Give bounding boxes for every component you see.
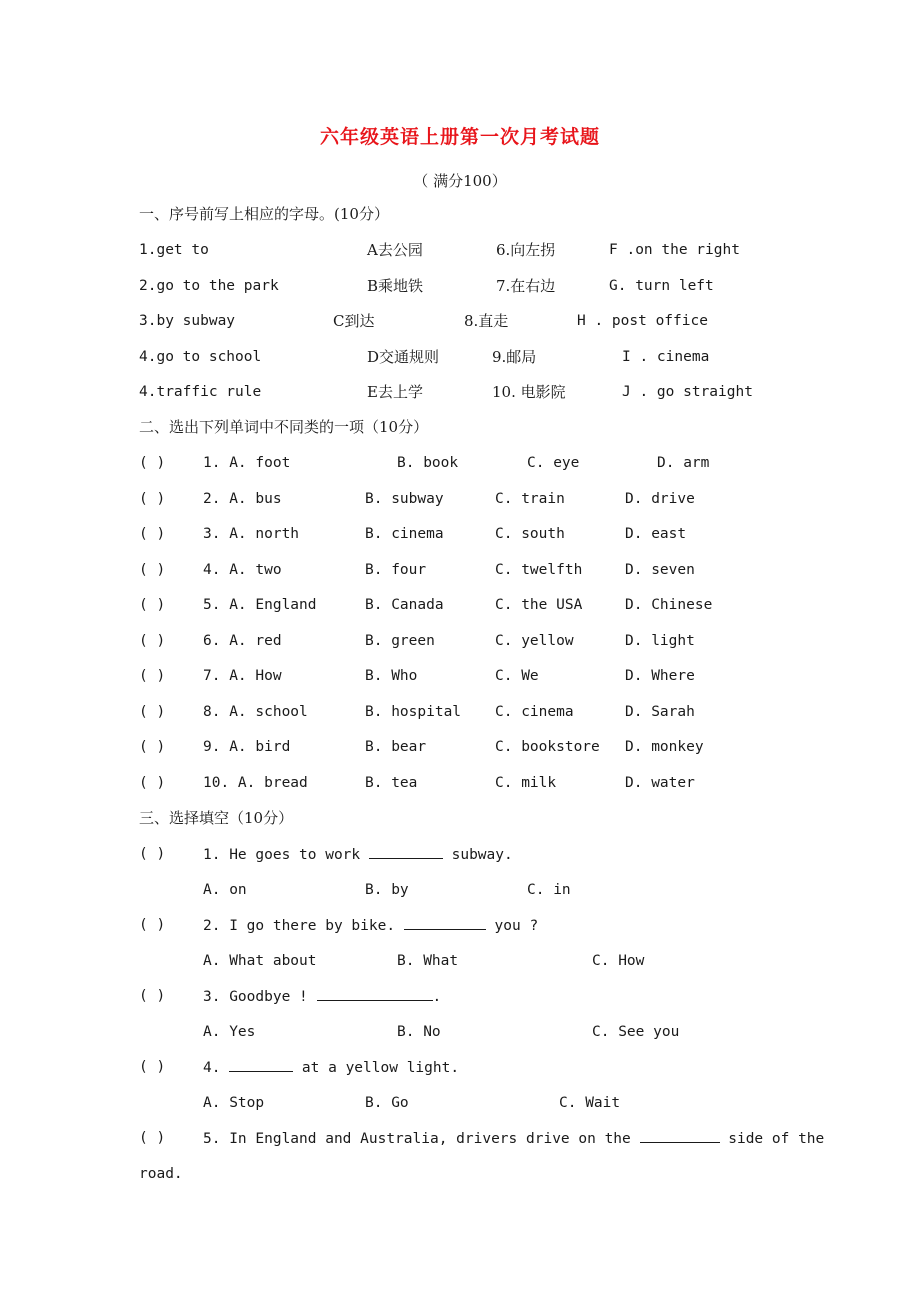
meaning: C到达 (333, 312, 375, 330)
option-a: 7. A. How (203, 668, 282, 684)
phrase: 9.邮局 (492, 348, 537, 366)
option-a: A. on (203, 882, 247, 898)
option-c: C. How (592, 953, 645, 969)
option-c: C. We (495, 668, 539, 684)
option-b: B. Who (365, 668, 418, 684)
question-tail: you ? (485, 918, 539, 934)
question-tail: at a yellow light. (293, 1060, 460, 1076)
answer-blank[interactable] (229, 1056, 293, 1072)
question-text (203, 1056, 459, 1079)
option-b: B. Canada (365, 597, 444, 613)
option-a: 4. A. two (203, 562, 282, 578)
option-a: A. Stop (203, 1095, 265, 1111)
option-b: B. subway (365, 491, 444, 507)
option-b: B. book (397, 455, 459, 471)
option-d: D. seven (625, 562, 695, 578)
option-b: B. tea (365, 775, 418, 791)
answer-paren[interactable]: ( ) (139, 704, 166, 720)
section-2-heading: 二、选出下列单词中不同类的一项（10分） (139, 418, 429, 436)
option-b: B. by (365, 882, 409, 898)
answer-paren[interactable]: ( ) (139, 775, 166, 791)
option-c: C. eye (527, 455, 580, 471)
phrase: 1.get to (139, 242, 209, 258)
question-tail: . (432, 989, 442, 1005)
option-d: D. arm (657, 455, 710, 471)
option-c: C. train (495, 491, 565, 507)
option-d: D. Sarah (625, 704, 695, 720)
meaning: J . go straight (622, 384, 753, 400)
question-stem: 2. I go there by bike. (203, 918, 404, 934)
phrase: 4.go to school (139, 349, 262, 365)
phrase: 6.向左拐 (496, 241, 556, 259)
phrase: 10. 电影院 (492, 383, 566, 401)
option-a: 10. A. bread (203, 775, 308, 791)
answer-paren[interactable]: ( ) (139, 526, 166, 542)
meaning: B乘地铁 (367, 277, 424, 295)
meaning: I . cinema (622, 349, 710, 365)
page-title: 六年级英语上册第一次月考试题 (319, 126, 600, 148)
option-b: B. cinema (365, 526, 444, 542)
option-a: 3. A. north (203, 526, 300, 542)
meaning: A去公园 (367, 241, 423, 259)
meaning: F .on the right (609, 242, 740, 258)
option-c: C. south (495, 526, 565, 542)
option-d: D. water (625, 775, 695, 791)
answer-paren[interactable]: ( ) (139, 739, 166, 755)
option-c: C. the USA (495, 597, 583, 613)
phrase: 4.traffic rule (139, 384, 262, 400)
option-c: C. See you (592, 1024, 680, 1040)
question-stem: 5. In England and Australia, drivers drive on the (203, 1131, 640, 1147)
meaning: D交通规则 (367, 348, 440, 366)
phrase: 2.go to the park (139, 278, 279, 294)
answer-paren[interactable]: ( ) (139, 633, 166, 649)
answer-paren[interactable]: ( ) (139, 988, 166, 1004)
option-a: 1. A. foot (203, 455, 291, 471)
option-a: 8. A. school (203, 704, 308, 720)
question-text (203, 843, 513, 866)
answer-blank[interactable] (640, 1127, 720, 1143)
option-d: D. drive (625, 491, 695, 507)
answer-paren[interactable]: ( ) (139, 562, 166, 578)
option-a: A. What about (203, 953, 317, 969)
question-stem: 4. (203, 1060, 230, 1076)
answer-blank[interactable] (317, 985, 433, 1001)
option-b: B. No (397, 1024, 441, 1040)
option-a: 2. A. bus (203, 491, 282, 507)
option-b: B. Go (365, 1095, 409, 1111)
answer-paren[interactable]: ( ) (139, 917, 166, 933)
question-stem: 1. He goes to work (203, 847, 369, 863)
meaning: E去上学 (367, 383, 423, 401)
meaning: G. turn left (609, 278, 714, 294)
section-1-heading: 一、序号前写上相应的字母。(10分） (139, 205, 389, 223)
option-a: A. Yes (203, 1024, 256, 1040)
question-text (203, 985, 441, 1008)
question-text (203, 1127, 824, 1150)
answer-paren[interactable]: ( ) (139, 1059, 166, 1075)
option-b: B. hospital (365, 704, 462, 720)
answer-blank[interactable] (404, 914, 486, 930)
option-b: B. bear (365, 739, 427, 755)
option-b: B. What (397, 953, 459, 969)
option-c: C. bookstore (495, 739, 600, 755)
meaning: H . post office (577, 313, 708, 329)
answer-blank[interactable] (369, 843, 443, 859)
answer-paren[interactable]: ( ) (139, 597, 166, 613)
option-c: C. twelfth (495, 562, 583, 578)
option-a: 5. A. England (203, 597, 317, 613)
option-c: C. in (527, 882, 571, 898)
option-d: D. Chinese (625, 597, 713, 613)
phrase: 7.在右边 (496, 277, 556, 295)
answer-paren[interactable]: ( ) (139, 455, 166, 471)
answer-paren[interactable]: ( ) (139, 491, 166, 507)
phrase: 8.直走 (464, 312, 509, 330)
option-c: C. cinema (495, 704, 574, 720)
phrase: 3.by subway (139, 313, 236, 329)
answer-paren[interactable]: ( ) (139, 846, 166, 862)
full-score-note: （ 满分100） (413, 172, 507, 190)
option-a: 9. A. bird (203, 739, 291, 755)
question-text (203, 914, 538, 937)
option-c: C. milk (495, 775, 557, 791)
question-continuation: road. (139, 1166, 183, 1182)
section-3-heading: 三、选择填空（10分） (139, 809, 294, 827)
option-c: C. Wait (559, 1095, 621, 1111)
question-tail: side of the (719, 1131, 825, 1147)
option-a: 6. A. red (203, 633, 282, 649)
answer-paren[interactable]: ( ) (139, 668, 166, 684)
question-stem: 3. Goodbye ! (203, 989, 317, 1005)
option-d: D. monkey (625, 739, 704, 755)
option-b: B. green (365, 633, 435, 649)
option-d: D. east (625, 526, 687, 542)
option-d: D. Where (625, 668, 695, 684)
option-c: C. yellow (495, 633, 574, 649)
option-d: D. light (625, 633, 695, 649)
option-b: B. four (365, 562, 427, 578)
question-tail: subway. (442, 847, 513, 863)
answer-paren[interactable]: ( ) (139, 1130, 166, 1146)
